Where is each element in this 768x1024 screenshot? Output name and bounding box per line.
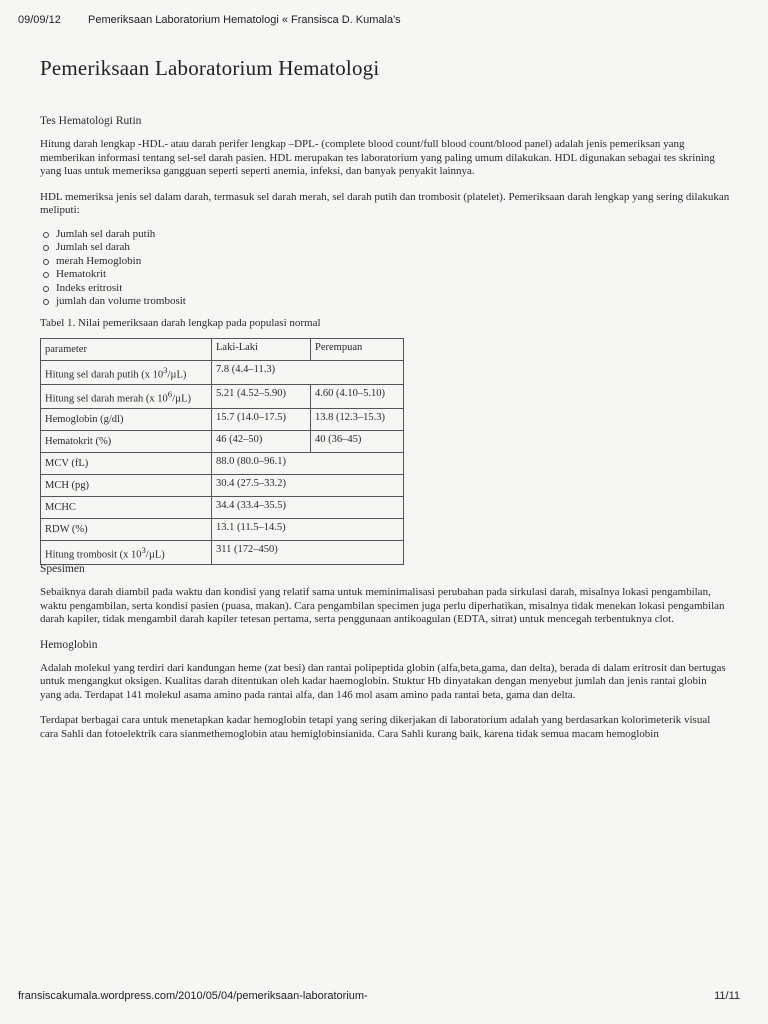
table-row [41,453,404,475]
female-value: 40 (36–45) [311,431,404,453]
article-title: Pemeriksaan Laboratorium Hematologi [40,56,380,80]
list-item: merah Hemoglobin [40,255,730,269]
article [40,56,730,753]
paragraph-intro: Hitung darah lengkap -HDL- atau darah perifer lengkap –DPL- (complete blood count/full blood count/blood panel) adalah jenis pemeriksan yang memberikan informasi tentang sel-sel darah pasien. HDL merupakan tes laboratorium yang paling umum dilakukan. HDL digunakan sebagai tes skrining yang luas untuk memeriksa gangguan seperti seperti anemia, infeksi, dan banyak penyakit lainnya. [40,138,715,177]
row-label: MCH (pg) [41,475,212,497]
table-row [41,519,404,541]
paragraph-specimen: Sebaiknya darah diambil pada waktu dan kondisi yang relatif sama untuk meminimalisasi perubahan pada sirkulasi darah, misalnya lokasi pengambilan, waktu pengambilan, serta kondisi pasien (puasa, makan). Cara pengambilan specimen juga perlu diperhatikan, misalnya tidak menekan lokasi pengambilan darah kapiler, tidak mengambil darah kapiler tetesan pertama, serta penggunaan antikoagulan (EDTA, sitrat) untuk mencegah terbentuknya clot. [40,586,725,626]
list-item: Jumlah sel darah putih [40,228,730,242]
list-item: Indeks eritrosit [40,282,730,296]
table-row [41,361,404,385]
male-value: 30.4 (27.5–33.2) [212,475,404,497]
test-list [40,228,730,310]
table-caption: Tabel 1. Nilai pemeriksaan darah lengkap pada populasi normal [40,317,321,330]
list-item: Jumlah sel darah [40,241,730,255]
print-page-title: Pemeriksaan Laboratorium Hematologi « Fransisca D. Kumala's [88,14,401,26]
row-label: Hitung sel darah merah (x $10^6/\mu L$) [41,385,212,409]
table-row [41,541,404,565]
header-male: Laki-Laki [212,339,311,361]
female-value: 13.8 (12.3–15.3) [311,409,404,431]
male-value: 88.0 (80.0–96.1) [212,453,404,475]
row-label: RDW (%) [41,519,212,541]
row-label: Hitung sel darah putih (x $10^3/\mu L$) [41,361,212,385]
page-url: fransiscakumala.wordpress.com/2010/05/04/pemeriksaan-laboratorium- [18,990,368,1002]
list-item: Hematokrit [40,268,730,282]
header-parameter: parameter [41,339,212,361]
paragraph-hdl: HDL memeriksa jenis sel dalam darah, termasuk sel darah merah, sel darah putih dan trombosit (platelet). Pemeriksaan darah lengkap yang sering dilakukan meliputi: [40,190,730,216]
reference-values-table [40,338,404,565]
male-value: 7.8 (4.4–11.3) [212,361,404,385]
table-row [41,431,404,453]
male-value: 46 (42–50) [212,431,311,453]
section-heading-routine: Tes Hematologi Rutin [40,115,142,127]
paragraph-methods: Terdapat berbagai cara untuk menetapkan kadar hemoglobin tetapi yang sering dikerjakan di laboratorium adalah yang berdasarkan kolorimeterik visual cara Sahli dan fotoelektrik cara sianmethemoglobin atau hemiglobinsianida. Cara Sahli kurang baik, karena tidak semua macam hemoglobin [40,714,711,740]
table-row [41,497,404,519]
table-header-row [41,339,404,361]
male-value: 34.4 (33.4–35.5) [212,497,404,519]
row-label: MCHC [41,497,212,519]
table-row [41,409,404,431]
section-heading-hemoglobin: Hemoglobin [40,638,98,651]
table-row [41,385,404,409]
row-label: Hitung trombosit (x $10^3/\mu L$) [41,541,212,565]
table-row [41,475,404,497]
male-value: 5.21 (4.52–5.90) [212,385,311,409]
paragraph-hemoglobin: Adalah molekul yang terdiri dari kandungan heme (zat besi) dan rantai polipeptida globin (alfa,beta,gama, dan delta), berada di dalam eritrosit dan bertugas untuk mengangkut oksigen. Kualitas darah ditentukan oleh kadar haemoglobin. Stuktur Hb dinyatakan dengan menyebut jumlah dan jenis rantai globin yang ada. Terdapat 141 molekul asama amino pada rantai alfa, dan 146 mol asam amino pada rantai beta, gama dan delta. [40,661,726,701]
male-value: 13.1 (11.5–14.5) [212,519,404,541]
section-heading-specimen: Spesimen [40,563,85,576]
header-female: Perempuan [311,339,404,361]
row-label: MCV (fL) [41,453,212,475]
row-label: Hemoglobin (g/dl) [41,409,212,431]
female-value: 4.60 (4.10–5.10) [311,385,404,409]
print-header [18,14,750,30]
male-value: 15.7 (14.0–17.5) [212,409,311,431]
print-footer [18,990,750,1004]
print-date: 09/09/12 [18,14,61,26]
row-label: Hematokrit (%) [41,431,212,453]
page-number: 11/11 [714,990,740,1002]
male-value: 311 (172–450) [212,541,404,565]
list-item: jumlah dan volume trombosit [40,295,730,309]
